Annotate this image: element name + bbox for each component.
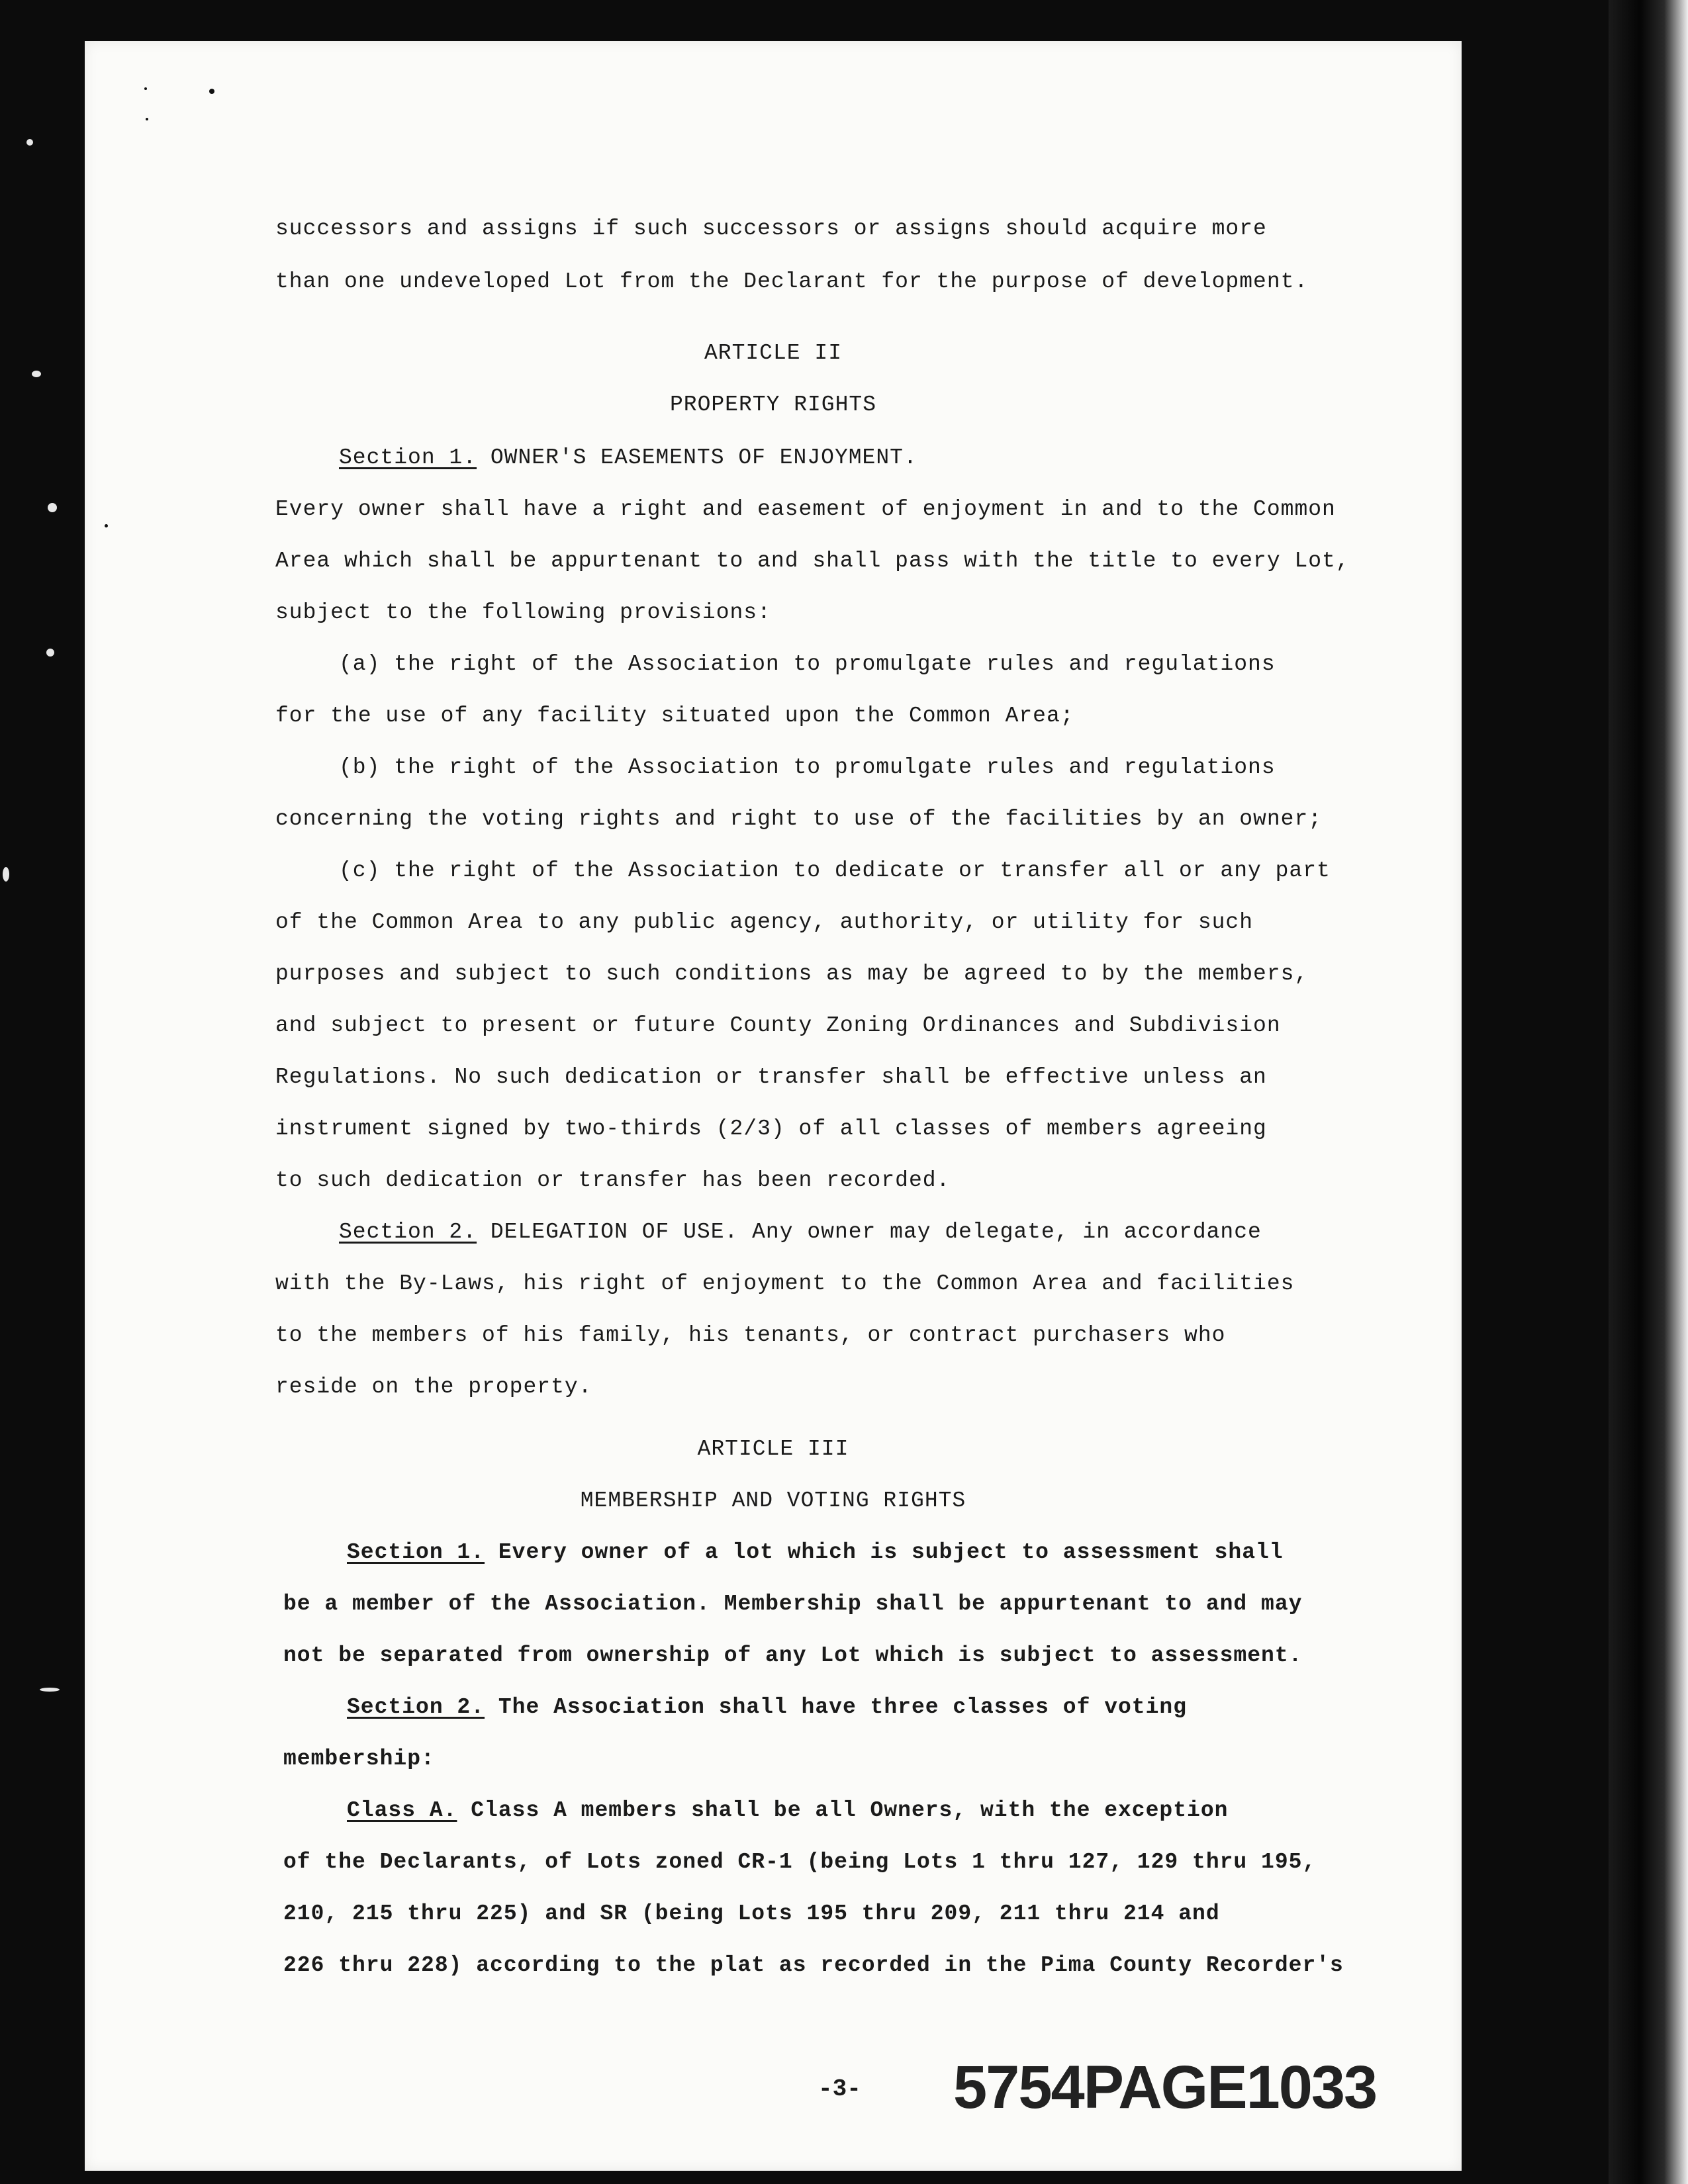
section-title: OWNER'S EASEMENTS OF ENJOYMENT. (490, 445, 917, 470)
section-label: Section 1. (347, 1540, 485, 1565)
article-heading: ARTICLE III (697, 1437, 849, 1461)
scan-speck (26, 139, 33, 146)
scan-speck (146, 118, 148, 120)
body-line: purposes and subject to such conditions as may be agreed to by the members, (275, 962, 1309, 986)
body-line: Regulations. No such dedication or transfer shall be effective unless an (275, 1065, 1267, 1089)
provision-line: (a) the right of the Association to promulgate rules and regulations (339, 652, 1276, 676)
class-text: Class A members shall be all Owners, with the exception (471, 1798, 1229, 1823)
body-line: subject to the following provisions: (275, 600, 771, 625)
body-line: Every owner shall have a right and easement of enjoyment in and to the Common (275, 497, 1336, 522)
body-line: membership: (283, 1747, 435, 1771)
section-label: Section 2. (339, 1220, 477, 1244)
body-line: concerning the voting rights and right to use of the facilities by an owner; (275, 807, 1323, 831)
section-label: Section 1. (339, 445, 477, 470)
body-line: with the By-Laws, his right of enjoyment to the Common Area and facilities (275, 1271, 1295, 1296)
body-line: not be separated from ownership of any Lot which is subject to assessment. (283, 1643, 1303, 1668)
body-line: Area which shall be appurtenant to and shall pass with the title to every Lot, (275, 549, 1350, 573)
page-number: -3- (818, 2075, 861, 2103)
scan-speck (48, 503, 57, 512)
section-label: Section 2. (347, 1695, 485, 1719)
body-line: be a member of the Association. Membership shall be appurtenant to and may (283, 1592, 1303, 1616)
article-title: PROPERTY RIGHTS (669, 392, 877, 417)
body-line: instrument signed by two-thirds (2/3) of all classes of members agreeing (275, 1116, 1267, 1141)
scan-speck (209, 89, 214, 94)
section-text: DELEGATION OF USE. Any owner may delegate, in accordance (490, 1220, 1262, 1244)
article-heading: ARTICLE II (704, 341, 843, 365)
section-text: The Association shall have three classes of voting (498, 1695, 1188, 1719)
book-page-stamp: 5754PAGE1033 (953, 2054, 1377, 2121)
body-line: 210, 215 thru 225) and SR (being Lots 195 thru 209, 211 thru 214 and (283, 1901, 1220, 1926)
section-text: Every owner of a lot which is subject to assessment shall (498, 1540, 1284, 1565)
body-line: than one undeveloped Lot from the Declarant for the purpose of development. (275, 269, 1309, 294)
body-line: reside on the property. (275, 1375, 592, 1399)
section-heading (339, 1219, 1688, 1246)
class-heading (347, 1797, 1688, 1824)
class-label: Class A. (347, 1798, 457, 1823)
section-heading (347, 1539, 1688, 1566)
body-line: of the Declarants, of Lots zoned CR-1 (being Lots 1 thru 127, 129 thru 195, (283, 1850, 1317, 1874)
document-page (85, 41, 1462, 2171)
scan-speck (46, 649, 54, 657)
body-line: to the members of his family, his tenants, or contract purchasers who (275, 1323, 1226, 1347)
body-line: successors and assigns if such successors or assigns should acquire more (275, 216, 1267, 241)
body-line: of the Common Area to any public agency, authority, or utility for such (275, 910, 1254, 934)
scan-speck (40, 1688, 60, 1692)
body-line: for the use of any facility situated upon the Common Area; (275, 704, 1074, 728)
provision-line: (b) the right of the Association to promulgate rules and regulations (339, 755, 1276, 780)
article-title: MEMBERSHIP AND VOTING RIGHTS (580, 1488, 966, 1513)
body-line: and subject to present or future County Zoning Ordinances and Subdivision (275, 1013, 1281, 1038)
body-line: 226 thru 228) according to the plat as recorded in the Pima County Recorder's (283, 1953, 1344, 1978)
scan-speck (144, 87, 147, 90)
scan-speck (3, 867, 9, 882)
section-heading (347, 1694, 1688, 1721)
provision-line: (c) the right of the Association to dedicate or transfer all or any part (339, 858, 1331, 883)
body-line: to such dedication or transfer has been recorded. (275, 1168, 951, 1193)
scan-speck (32, 371, 41, 377)
scan-speck (105, 524, 108, 527)
section-heading (339, 445, 1688, 471)
